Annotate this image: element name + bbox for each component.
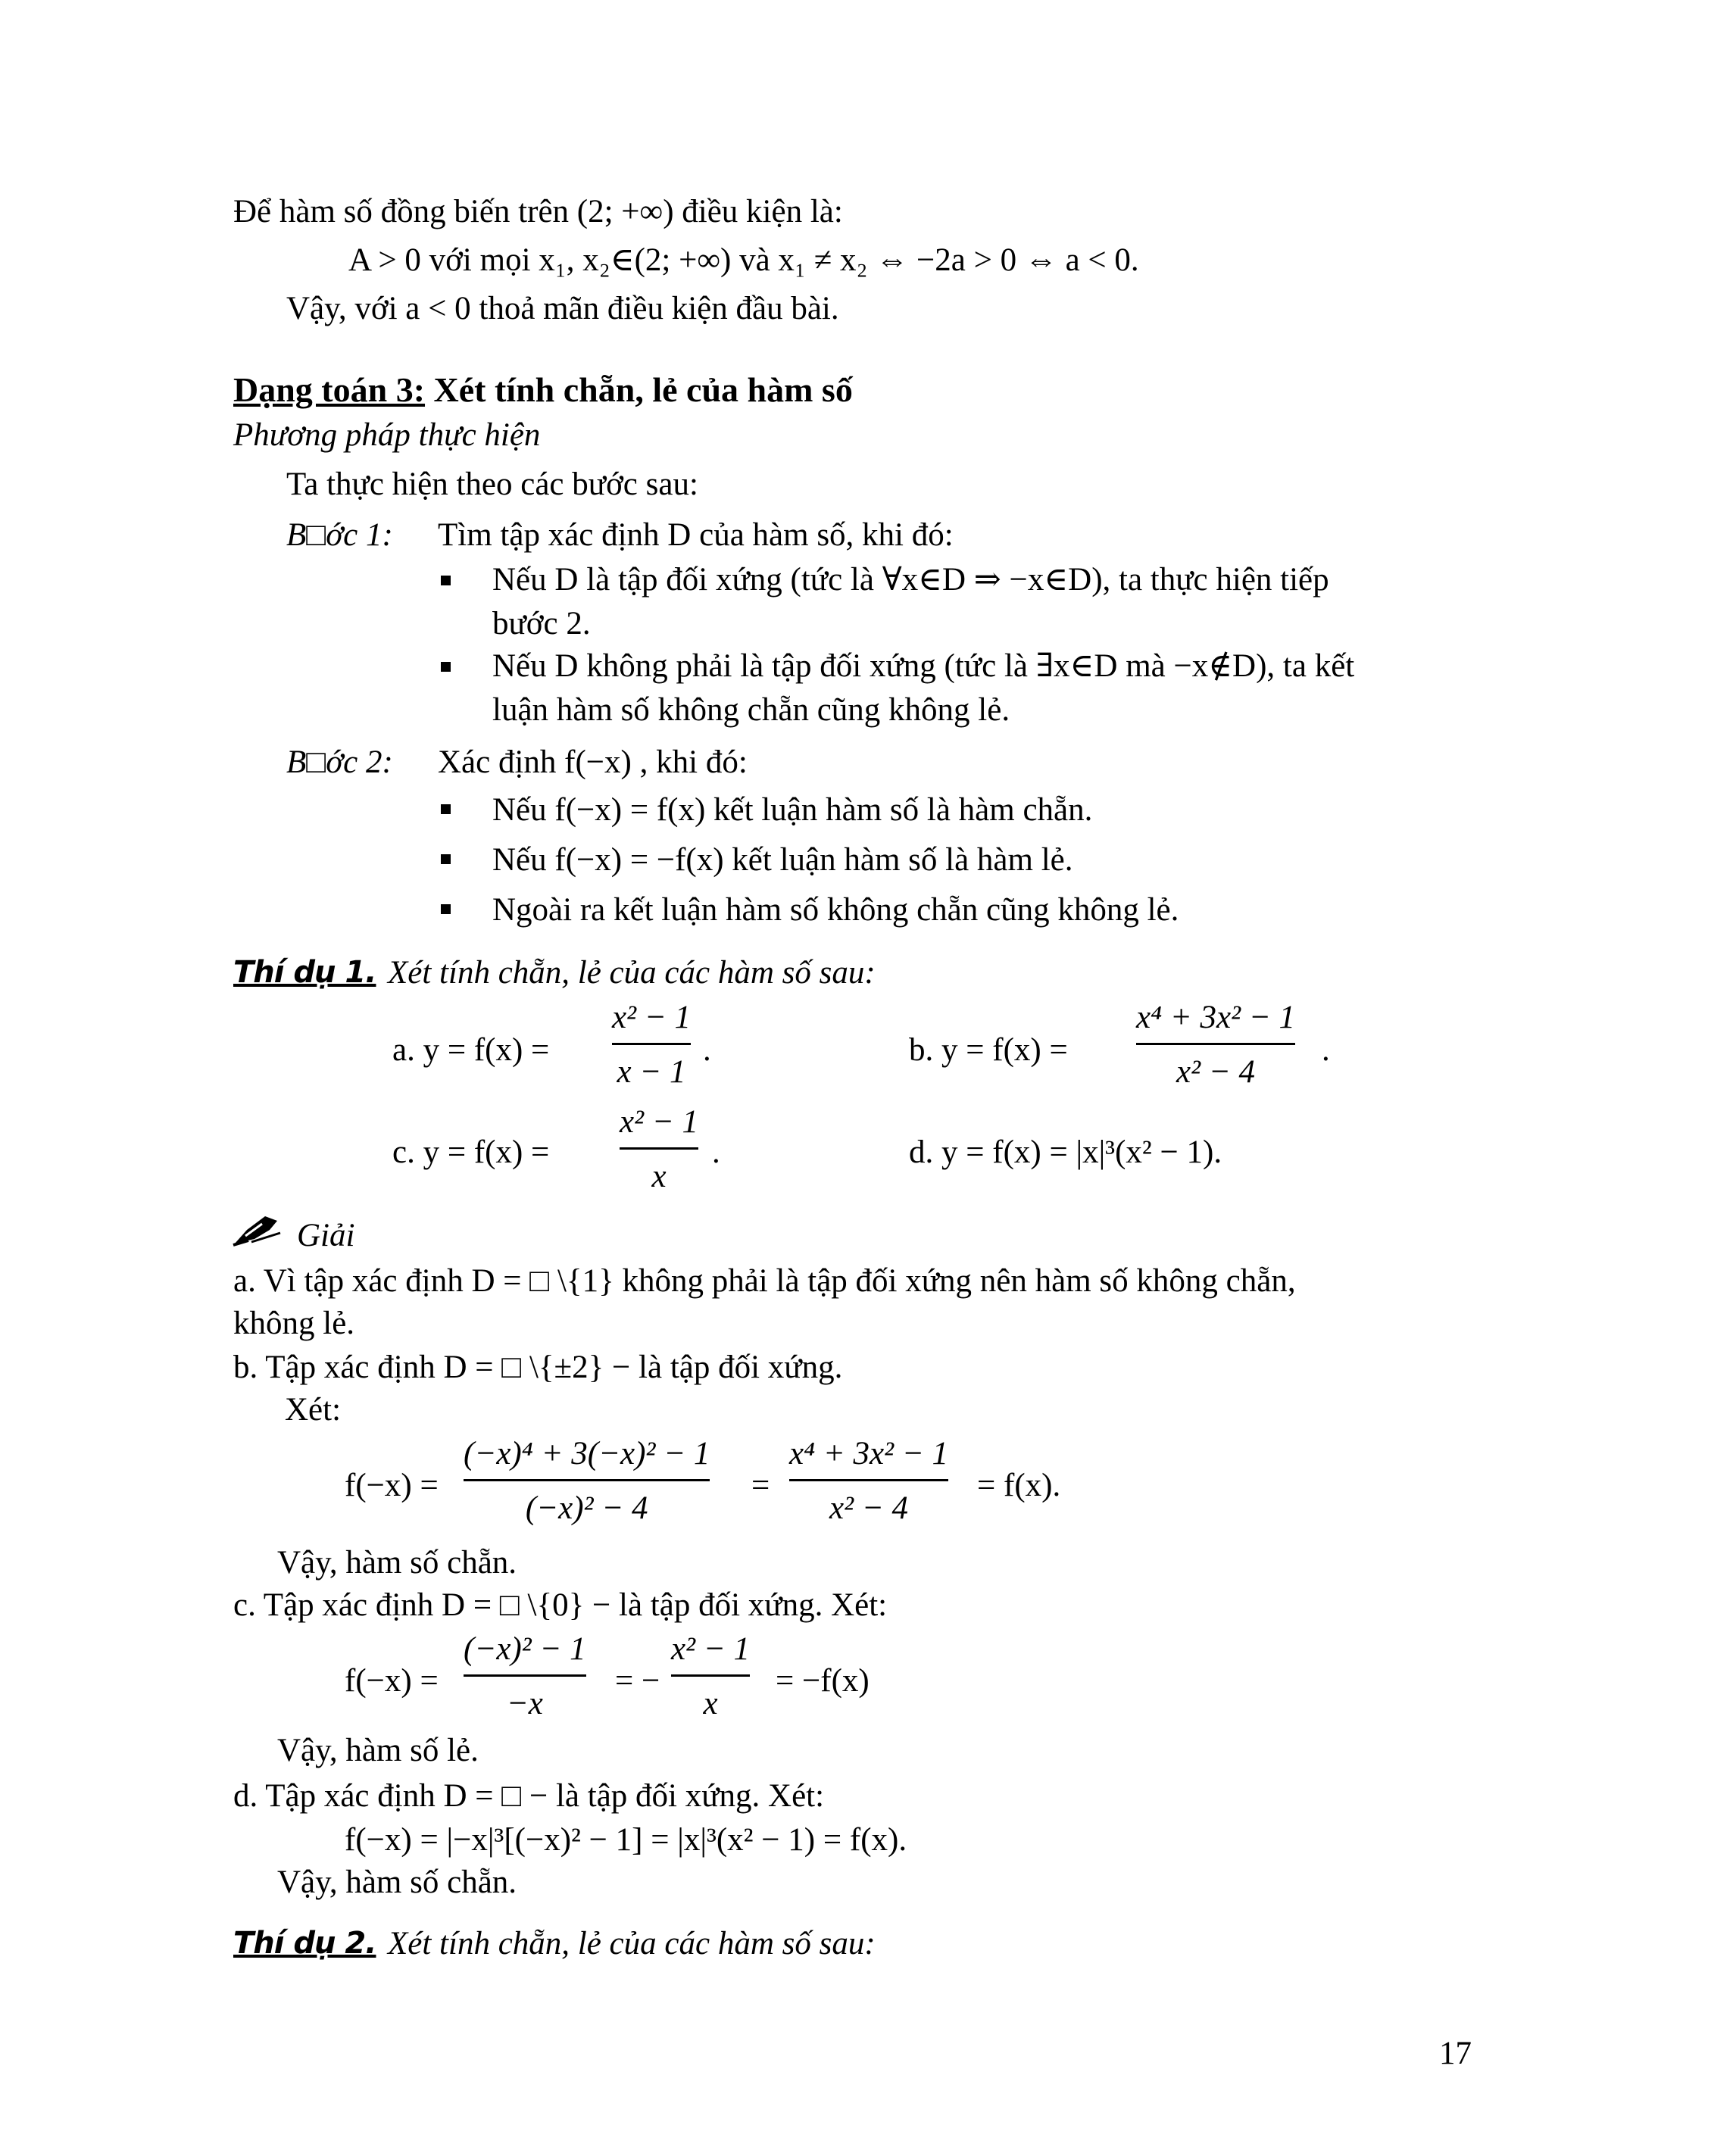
fraction-bar bbox=[464, 1479, 710, 1481]
part-b-line3: Vậy, với a < 0 thoả mãn điều kiện đầu bài. bbox=[286, 291, 839, 326]
sol-c-line1: c. Tập xác định D = □ \{0} − là tập đối xứng. Xét: bbox=[233, 1587, 888, 1623]
page-number: 17 bbox=[1439, 2036, 1472, 2071]
ex1-c-denominator: x bbox=[651, 1159, 667, 1194]
sol-b-numerator1: (−x)⁴ + 3(−x)² − 1 bbox=[464, 1436, 710, 1471]
sol-b-xet: Xét: bbox=[285, 1392, 342, 1428]
fraction-bar bbox=[620, 1147, 698, 1150]
sol-c-conclusion: Vậy, hàm số lẻ. bbox=[277, 1733, 479, 1768]
part-b-line2: A > 0 với mọi x₁, x₂∈(2; +∞) và x₁ ≠ x₂ ⇔ −2a > 0 ⇔ a < 0. bbox=[348, 242, 1139, 278]
ex1-c-prefix: c. y = f(x) = bbox=[392, 1134, 550, 1170]
sol-b-fraction1 bbox=[464, 1437, 710, 1524]
sol-c-lhs: f(−x) = bbox=[345, 1663, 439, 1699]
bullet-icon bbox=[441, 804, 451, 814]
method-heading: Phương pháp thực hiện bbox=[233, 417, 541, 453]
example2-prompt: Xét tính chẵn, lẻ của các hàm số sau: bbox=[388, 1926, 876, 1961]
step1-text: Tìm tập xác định D của hàm số, khi đó: bbox=[438, 517, 954, 553]
bullet-icon bbox=[441, 576, 451, 585]
bullet-icon bbox=[441, 904, 451, 914]
example2-label: Thí dụ 2. bbox=[233, 1926, 376, 1961]
fraction-bar bbox=[1136, 1043, 1295, 1045]
example1-label: Thí dụ 1. bbox=[233, 955, 376, 990]
fraction-bar bbox=[464, 1674, 586, 1677]
fraction-bar bbox=[671, 1674, 750, 1677]
part-b-line1: Để hàm số đồng biến trên (2; +∞) điều kiện là: bbox=[233, 194, 843, 229]
sol-b-line1: b. Tập xác định D = □ \{±2} − là tập đối xứng. bbox=[233, 1350, 843, 1385]
fraction-bar bbox=[612, 1043, 691, 1045]
sol-b-conclusion: Vậy, hàm số chẵn. bbox=[277, 1545, 517, 1581]
sol-b-rhs: = f(x). bbox=[977, 1468, 1061, 1503]
step1-bullet2-line2: luận hàm số không chẵn cũng không lẻ. bbox=[492, 692, 1010, 728]
step1-bullet2-line1: Nếu D không phải là tập đối xứng (tức là ∃x∈D mà −x∉D), ta kết bbox=[492, 648, 1355, 684]
sol-b-fraction2 bbox=[789, 1437, 948, 1524]
step2-text: Xác định f(−x) , khi đó: bbox=[438, 744, 748, 780]
ex1-b-dot: . bbox=[1322, 1032, 1330, 1068]
sol-b-denominator1: (−x)² − 4 bbox=[525, 1490, 648, 1526]
sol-b-lhs: f(−x) = bbox=[345, 1468, 439, 1503]
step2-bullet2: Nếu f(−x) = −f(x) kết luận hàm số là hàm lẻ. bbox=[492, 842, 1073, 878]
step1-label: B□ớc 1: bbox=[286, 517, 393, 553]
ex1-a-dot: . bbox=[703, 1032, 711, 1068]
sol-c-numerator1: (−x)² − 1 bbox=[464, 1631, 586, 1667]
sol-b-numerator2: x⁴ + 3x² − 1 bbox=[789, 1436, 949, 1471]
ex1-b-prefix: b. y = f(x) = bbox=[909, 1032, 1068, 1068]
ex1-a-denominator: x − 1 bbox=[617, 1054, 686, 1090]
ex1-a-fraction bbox=[612, 1001, 691, 1088]
ex1-b-fraction bbox=[1136, 1001, 1295, 1088]
sol-c-fraction2 bbox=[671, 1633, 750, 1720]
ex1-a-prefix: a. y = f(x) = bbox=[392, 1032, 550, 1068]
sol-d-conclusion: Vậy, hàm số chẵn. bbox=[277, 1865, 517, 1900]
sol-c-numerator2: x² − 1 bbox=[671, 1631, 750, 1667]
ex1-c-numerator: x² − 1 bbox=[620, 1104, 698, 1140]
sol-a-line1: a. Vì tập xác định D = □ \{1} không phải là tập đối xứng nên hàm số không chẵn, bbox=[233, 1263, 1296, 1299]
ex1-a-numerator: x² − 1 bbox=[612, 1000, 691, 1035]
section-title-text: Xét tính chẵn, lẻ của hàm số bbox=[433, 370, 853, 409]
step2-bullet1: Nếu f(−x) = f(x) kết luận hàm số là hàm chẵn. bbox=[492, 792, 1093, 828]
sol-c-denominator1: −x bbox=[506, 1686, 543, 1721]
writing-hand-icon bbox=[232, 1213, 282, 1247]
step2-bullet3: Ngoài ra kết luận hàm số không chẵn cũng không lẻ. bbox=[492, 892, 1179, 928]
sol-d-line2: f(−x) = |−x|³[(−x)² − 1] = |x|³(x² − 1) = f(x). bbox=[345, 1822, 907, 1858]
ex1-c-dot: . bbox=[712, 1134, 720, 1170]
sol-c-rhs: = −f(x) bbox=[776, 1663, 870, 1699]
sol-c-eq: = − bbox=[615, 1663, 660, 1699]
bullet-icon bbox=[441, 854, 451, 864]
step1-bullet1-line2: bước 2. bbox=[492, 606, 591, 641]
step1-bullet1-line1: Nếu D là tập đối xứng (tức là ∀x∈D ⇒ −x∈D), ta thực hiện tiếp bbox=[492, 562, 1329, 598]
fraction-bar bbox=[789, 1479, 948, 1481]
bullet-icon bbox=[441, 662, 451, 672]
section-title bbox=[233, 370, 853, 409]
intro-text: Ta thực hiện theo các bước sau: bbox=[286, 467, 698, 502]
section-title-label: Dạng toán 3: bbox=[233, 370, 426, 409]
sol-a-line2: không lẻ. bbox=[233, 1306, 355, 1341]
sol-b-denominator2: x² − 4 bbox=[829, 1490, 909, 1526]
sol-c-denominator2: x bbox=[703, 1686, 718, 1721]
solution-heading: Giải bbox=[297, 1218, 355, 1253]
sol-d-line1: d. Tập xác định D = □ − là tập đối xứng. Xét: bbox=[233, 1778, 825, 1814]
ex1-b-numerator: x⁴ + 3x² − 1 bbox=[1136, 1000, 1296, 1035]
sol-c-fraction1 bbox=[464, 1633, 586, 1720]
ex1-c-fraction bbox=[620, 1106, 698, 1193]
ex1-d-text: d. y = f(x) = |x|³(x² − 1). bbox=[909, 1134, 1222, 1170]
example1-prompt: Xét tính chẵn, lẻ của các hàm số sau: bbox=[388, 955, 876, 991]
ex1-b-denominator: x² − 4 bbox=[1176, 1054, 1256, 1090]
step2-label: B□ớc 2: bbox=[286, 744, 393, 780]
sol-b-eq: = bbox=[751, 1468, 770, 1503]
